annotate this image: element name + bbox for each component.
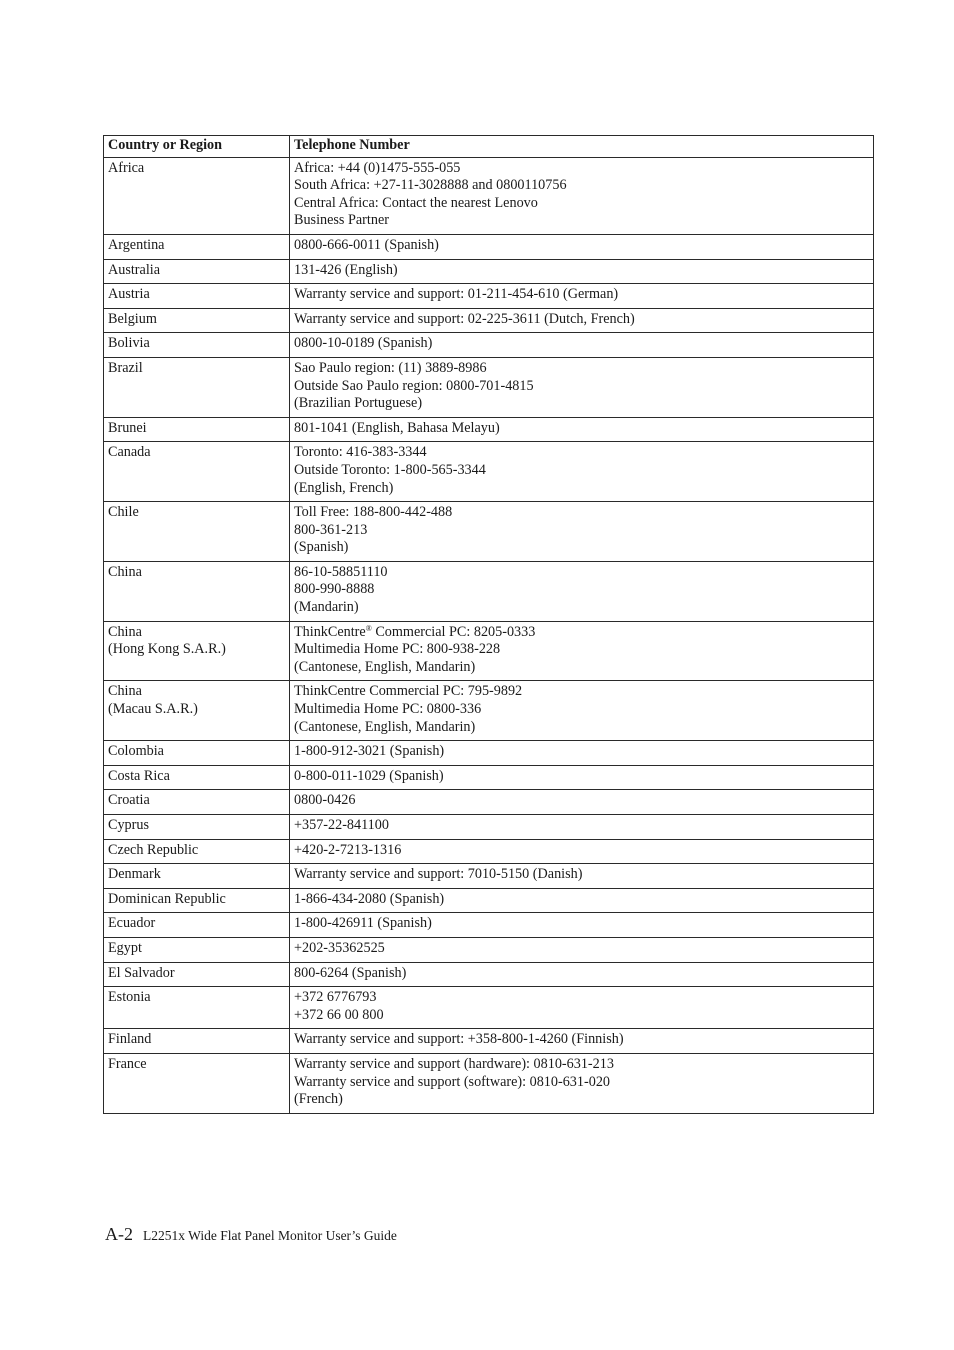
- telephone-cell: [290, 417, 874, 442]
- country-name: Brunei: [108, 419, 147, 436]
- country-cell: [104, 987, 290, 1029]
- country-cell: [104, 333, 290, 358]
- telephone-cell: [290, 442, 874, 502]
- telephone-cell: [290, 1053, 874, 1113]
- telephone-line: Warranty service and support: 7010-5150 (Danish): [294, 866, 583, 883]
- telephone-line: +372 6776793: [294, 989, 377, 1006]
- telephone-cell: [290, 741, 874, 766]
- telephone-line: (Cantonese, English, Mandarin): [294, 658, 476, 675]
- telephone-line: ThinkCentre® Commercial PC: 8205-0333: [294, 623, 536, 640]
- country-cell: [104, 1029, 290, 1054]
- country-name: China: [108, 683, 142, 700]
- country-name: (Hong Kong S.A.R.): [108, 641, 226, 658]
- support-phone-table: [103, 135, 874, 1114]
- telephone-line: Central Africa: Contact the nearest Lenovo: [294, 194, 538, 211]
- table-row: [104, 621, 874, 681]
- country-name: Estonia: [108, 989, 151, 1006]
- country-name: Canada: [108, 444, 151, 461]
- telephone-cell: [290, 790, 874, 815]
- telephone-line: 86-10-58851110: [294, 563, 388, 580]
- telephone-cell: [290, 1029, 874, 1054]
- table-row: [104, 259, 874, 284]
- telephone-line: Outside Sao Paulo region: 0800-701-4815: [294, 377, 534, 394]
- telephone-cell: [290, 681, 874, 741]
- country-cell: [104, 157, 290, 234]
- country-name: Africa: [108, 159, 145, 176]
- telephone-cell: [290, 308, 874, 333]
- table-row: [104, 765, 874, 790]
- column-header-country: Country or Region: [104, 136, 290, 158]
- table-row: [104, 681, 874, 741]
- table-row: [104, 357, 874, 417]
- country-cell: [104, 259, 290, 284]
- table-row: [104, 864, 874, 889]
- country-name: El Salvador: [108, 964, 175, 981]
- telephone-cell: [290, 561, 874, 621]
- telephone-line: (French): [294, 1091, 343, 1108]
- telephone-cell: [290, 937, 874, 962]
- telephone-line: 1-866-434-2080 (Spanish): [294, 890, 445, 907]
- country-name: Finland: [108, 1031, 152, 1048]
- table-row: [104, 157, 874, 234]
- table-row: [104, 815, 874, 840]
- telephone-line: Sao Paulo region: (11) 3889-8986: [294, 359, 487, 376]
- table-row: [104, 442, 874, 502]
- telephone-line: (Spanish): [294, 539, 349, 556]
- country-name: Brazil: [108, 359, 143, 376]
- telephone-line: 1-800-426911 (Spanish): [294, 915, 432, 932]
- table-row: [104, 417, 874, 442]
- country-cell: [104, 839, 290, 864]
- country-cell: [104, 681, 290, 741]
- table-row: [104, 987, 874, 1029]
- country-name: Croatia: [108, 792, 150, 809]
- telephone-line: +420-2-7213-1316: [294, 841, 402, 858]
- telephone-line: Warranty service and support: +358-800-1-4260 (Finnish): [294, 1031, 624, 1048]
- telephone-cell: [290, 284, 874, 309]
- page-number: A-2: [105, 1224, 133, 1244]
- telephone-line: Multimedia Home PC: 0800-336: [294, 701, 482, 718]
- country-cell: [104, 815, 290, 840]
- table-row: [104, 234, 874, 259]
- document-title: L2251x Wide Flat Panel Monitor User’s Guide: [143, 1228, 397, 1243]
- table-row: [104, 790, 874, 815]
- telephone-cell: [290, 815, 874, 840]
- telephone-line: 800-990-8888: [294, 581, 375, 598]
- telephone-line: Warranty service and support (hardware): 0810-631-213: [294, 1055, 614, 1072]
- table-row: [104, 741, 874, 766]
- table-row: [104, 839, 874, 864]
- telephone-line: 801-1041 (English, Bahasa Melayu): [294, 419, 500, 436]
- column-header-telephone: Telephone Number: [290, 136, 874, 158]
- country-name: Ecuador: [108, 915, 156, 932]
- table-row: [104, 962, 874, 987]
- country-name: Bolivia: [108, 335, 150, 352]
- country-name: Colombia: [108, 743, 164, 760]
- country-name: Egypt: [108, 939, 142, 956]
- country-name: (Macau S.A.R.): [108, 701, 198, 718]
- table-row: [104, 333, 874, 358]
- telephone-cell: [290, 357, 874, 417]
- table-body: [104, 157, 874, 1113]
- telephone-cell: [290, 839, 874, 864]
- telephone-cell: [290, 259, 874, 284]
- country-name: Australia: [108, 261, 161, 278]
- country-cell: [104, 308, 290, 333]
- telephone-line: +372 66 00 800: [294, 1006, 384, 1023]
- country-name: Austria: [108, 286, 150, 303]
- country-name: Costa Rica: [108, 767, 170, 784]
- table-row: [104, 284, 874, 309]
- page-footer: [105, 1224, 397, 1245]
- telephone-line: South Africa: +27-11-3028888 and 0800110756: [294, 177, 567, 194]
- telephone-line: (Brazilian Portuguese): [294, 395, 423, 412]
- country-name: China: [108, 623, 142, 640]
- country-cell: [104, 913, 290, 938]
- telephone-line: Toll Free: 188-800-442-488: [294, 504, 453, 521]
- country-cell: [104, 234, 290, 259]
- telephone-line: (Cantonese, English, Mandarin): [294, 718, 476, 735]
- country-name: Czech Republic: [108, 841, 199, 858]
- telephone-cell: [290, 962, 874, 987]
- telephone-line: 0800-666-0011 (Spanish): [294, 236, 439, 253]
- telephone-cell: [290, 333, 874, 358]
- telephone-line: +202-35362525: [294, 939, 385, 956]
- telephone-line: 0800-0426: [294, 792, 356, 809]
- telephone-line: Africa: +44 (0)1475-555-055: [294, 159, 461, 176]
- country-cell: [104, 621, 290, 681]
- telephone-line: Warranty service and support: 01-211-454-610 (German): [294, 286, 619, 303]
- table-row: [104, 1029, 874, 1054]
- table-row: [104, 502, 874, 562]
- country-cell: [104, 741, 290, 766]
- telephone-line: Business Partner: [294, 212, 389, 229]
- telephone-line: ThinkCentre Commercial PC: 795-9892: [294, 683, 523, 700]
- country-cell: [104, 357, 290, 417]
- table-row: [104, 561, 874, 621]
- country-cell: [104, 284, 290, 309]
- country-name: Dominican Republic: [108, 890, 226, 907]
- telephone-line: Warranty service and support (software): 0810-631-020: [294, 1073, 611, 1090]
- telephone-cell: [290, 621, 874, 681]
- country-cell: [104, 937, 290, 962]
- telephone-line: 800-6264 (Spanish): [294, 964, 407, 981]
- country-name: Argentina: [108, 236, 165, 253]
- telephone-line: (English, French): [294, 479, 394, 496]
- country-name: Denmark: [108, 866, 161, 883]
- telephone-line: Toronto: 416-383-3344: [294, 444, 427, 461]
- telephone-cell: [290, 502, 874, 562]
- table-row: [104, 888, 874, 913]
- country-cell: [104, 442, 290, 502]
- telephone-line: Multimedia Home PC: 800-938-228: [294, 641, 501, 658]
- table-row: [104, 308, 874, 333]
- country-name: Cyprus: [108, 817, 149, 833]
- telephone-line: (Mandarin): [294, 599, 359, 616]
- table-header-row: [104, 136, 874, 158]
- telephone-line: Warranty service and support: 02-225-3611 (Dutch, French): [294, 310, 635, 327]
- telephone-line: Outside Toronto: 1-800-565-3344: [294, 461, 486, 478]
- telephone-cell: [290, 157, 874, 234]
- telephone-cell: [290, 913, 874, 938]
- country-cell: [104, 1053, 290, 1113]
- telephone-cell: [290, 864, 874, 889]
- country-cell: [104, 790, 290, 815]
- table-row: [104, 937, 874, 962]
- country-cell: [104, 417, 290, 442]
- telephone-line: +357-22-841100: [294, 817, 389, 833]
- country-cell: [104, 962, 290, 987]
- telephone-cell: [290, 987, 874, 1029]
- telephone-line: 0-800-011-1029 (Spanish): [294, 767, 444, 784]
- telephone-line: 0800-10-0189 (Spanish): [294, 335, 433, 352]
- telephone-cell: [290, 765, 874, 790]
- country-cell: [104, 561, 290, 621]
- country-cell: [104, 765, 290, 790]
- telephone-line: 800-361-213: [294, 521, 368, 538]
- telephone-line: 131-426 (English): [294, 261, 398, 278]
- country-name: Chile: [108, 504, 139, 521]
- country-cell: [104, 888, 290, 913]
- country-name: France: [108, 1055, 147, 1072]
- table-row: [104, 1053, 874, 1113]
- country-cell: [104, 502, 290, 562]
- telephone-cell: [290, 888, 874, 913]
- telephone-cell: [290, 234, 874, 259]
- country-cell: [104, 864, 290, 889]
- table-row: [104, 913, 874, 938]
- telephone-line: 1-800-912-3021 (Spanish): [294, 743, 445, 760]
- country-name: Belgium: [108, 310, 157, 327]
- country-name: China: [108, 563, 142, 580]
